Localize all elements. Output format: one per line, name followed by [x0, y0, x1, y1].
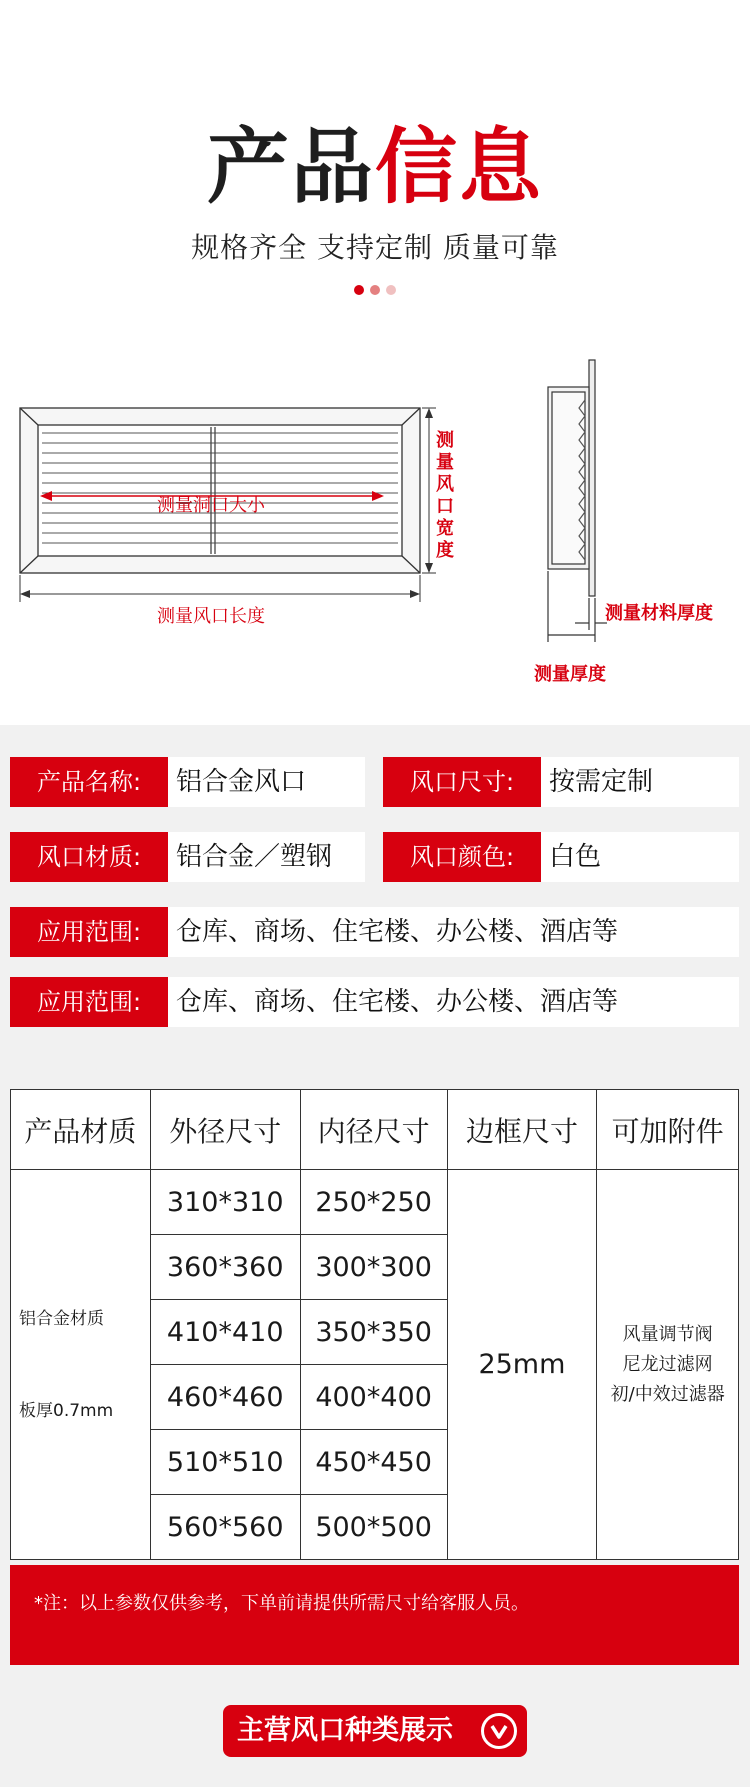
product-showcase-button[interactable]: [223, 1705, 527, 1757]
outer-size-cell: 560*560: [150, 1495, 300, 1560]
spec-label: 风口颜色:: [383, 832, 541, 882]
accessory-item: 风量调节阀: [622, 1323, 713, 1345]
outer-size-cell: 510*510: [150, 1430, 300, 1495]
thickness-label: 测量厚度: [534, 664, 606, 685]
table-header-row: [11, 1090, 739, 1170]
table-header-cell: 产品材质: [11, 1090, 151, 1170]
dot-2: [370, 285, 380, 295]
spec-value: 仓库、商场、住宅楼、办公楼、酒店等: [168, 977, 739, 1027]
outer-size-cell: 410*410: [150, 1300, 300, 1365]
spec-value: 铝合金风口: [168, 757, 365, 807]
accessory-item: 初/中效过滤器: [610, 1383, 725, 1405]
title-black-part: 产品: [206, 120, 375, 215]
dot-1: [354, 285, 364, 295]
inner-size-cell: 500*500: [300, 1495, 447, 1560]
note-banner: *注：以上参数仅供参考，下单前请提供所需尺寸给客服人员。: [10, 1565, 739, 1665]
side-view: [548, 360, 607, 642]
measurement-diagram: [0, 330, 750, 725]
width-label: 测量风口宽度: [436, 430, 454, 561]
front-view: [20, 408, 420, 573]
material-thickness-label: 测量材料厚度: [605, 603, 713, 624]
material-thickness-line: 板厚0.7mm: [19, 1400, 114, 1421]
spec-label: 风口尺寸:: [383, 757, 541, 807]
dot-3: [386, 285, 396, 295]
page-subtitle: 规格齐全 支持定制 质量可靠: [191, 231, 559, 264]
outer-size-cell: 460*460: [150, 1365, 300, 1430]
width-dimension: [422, 408, 436, 573]
spec-value: 仓库、商场、住宅楼、办公楼、酒店等: [168, 907, 739, 957]
table-header-cell: 外径尺寸: [150, 1090, 300, 1170]
inner-size-cell: 400*400: [300, 1365, 447, 1430]
accessory-item: 尼龙过滤网: [622, 1353, 713, 1375]
material-cell: [11, 1170, 151, 1560]
cta-label: 主营风口种类展示: [237, 1715, 453, 1746]
inner-size-cell: 350*350: [300, 1300, 447, 1365]
frame-size-cell: 25mm: [447, 1170, 597, 1560]
title-red-part: 信息: [375, 120, 544, 215]
inner-size-cell: 450*450: [300, 1430, 447, 1495]
spec-row-color: [383, 832, 739, 882]
spec-row-vent-size: [383, 757, 739, 807]
decorative-dots: [0, 280, 750, 299]
spec-value: 白色: [541, 832, 739, 882]
spec-row-application-1: [10, 907, 739, 957]
table-row: [11, 1170, 739, 1235]
spec-label: 应用范围:: [10, 977, 168, 1027]
inner-size-cell: 300*300: [300, 1235, 447, 1300]
opening-size-label: 测量洞口大小: [157, 495, 265, 516]
header-section: [0, 0, 750, 310]
material-spacer: [19, 1334, 150, 1396]
outer-size-cell: 360*360: [150, 1235, 300, 1300]
spec-label: 产品名称:: [10, 757, 168, 807]
spec-row-application-2: [10, 977, 739, 1027]
outer-size-cell: 310*310: [150, 1170, 300, 1235]
accessories-cell: [597, 1170, 739, 1560]
spec-row-material: [10, 832, 365, 882]
spec-row-product-name: [10, 757, 365, 807]
vent-drawing: [0, 330, 750, 725]
spec-value: 按需定制: [541, 757, 739, 807]
chevron-down-icon: [481, 1713, 517, 1749]
spec-label: 应用范围:: [10, 907, 168, 957]
page-title: [0, 118, 750, 218]
table-header-cell: 边框尺寸: [447, 1090, 597, 1170]
material-line: 铝合金材质: [19, 1308, 104, 1329]
spec-value: 铝合金／塑钢: [168, 832, 365, 882]
length-dimension: [20, 575, 420, 602]
spec-label: 风口材质:: [10, 832, 168, 882]
size-table: [10, 1089, 739, 1560]
inner-size-cell: 250*250: [300, 1170, 447, 1235]
table-header-cell: 可加附件: [597, 1090, 739, 1170]
table-header-cell: 内径尺寸: [300, 1090, 447, 1170]
length-label: 测量风口长度: [157, 606, 265, 627]
